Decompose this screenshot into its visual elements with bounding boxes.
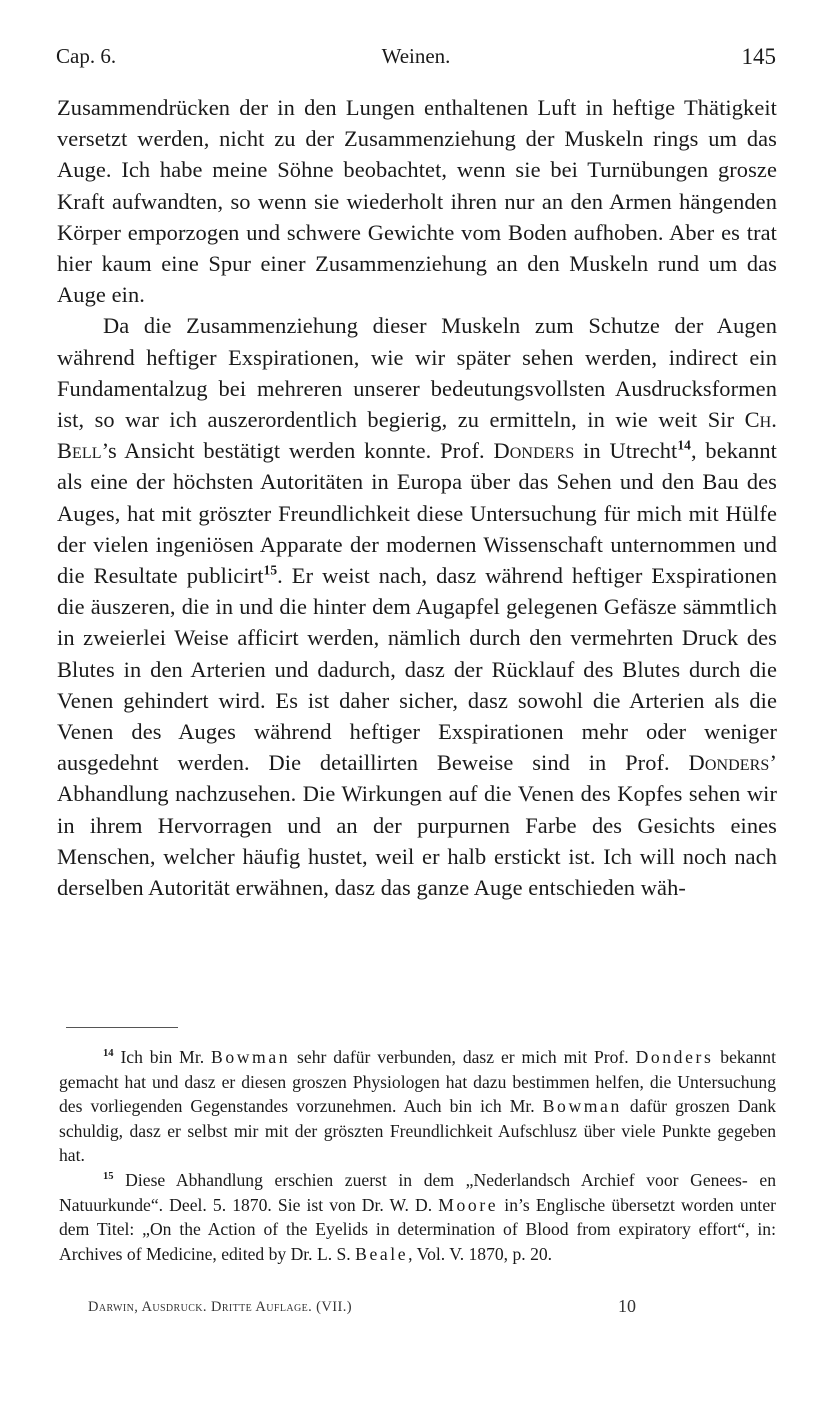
footnotes	[59, 1045, 776, 1266]
page-header	[56, 44, 776, 78]
footnote-14: $^{14}$ Ich bin Mr. Bowman sehr dafür verbunden, dasz er mich mit Prof. Donders bekannt gemacht hat und dasz er diesen groszen Physiologen hat dazu bestimmen helfen, die Untersuchung des vorliegenden Gegenstandes vorzunehmen. Auch bin ich Mr. Bowman dafür groszen Dank schuldig, dasz er selbst mir mit der gröszten Freundlichkeit Aufschlusz über viele Punkte gegeben hat.	[59, 1047, 776, 1166]
footnote-divider	[66, 1027, 178, 1028]
paragraph-2: Da die Zusammenziehung dieser Muskeln zum Schutze der Augen während heftiger Exspirationen, wie wir später sehen werden, indirect ein Fundamentalzug bei mehreren unserer bedeutungsvollsten Ausdrucksformen ist, so war ich auszerordentlich begierig, zu ermitteln, in wie weit Sir Ch. Bell’s Ansicht bestätigt werden konnte. Prof. Donders in Utrecht$^{14}$, bekannt als eine der höchsten Autoritäten in Europa über das Sehen und den Bau des Auges, hat mit gröszter Freundlichkeit diese Untersuchung für mich mit Hülfe der vielen ingeniösen Apparate der modernen Wissenschaft unternommen und die Resultate publicirt$^{15}$. Er weist nach, dasz während heftiger Exspirationen die äuszeren, die in und die hinter dem Augapfel gelegenen Gefäsze sämmtlich in zweierlei Weise afficirt werden, nämlich durch den vermehrten Druck des Blutes in den Arterien und dadurch, dasz der Rücklauf des Blutes durch die Venen gehindert wird. Es ist daher sicher, dasz sowohl die Arterien als die Venen des Auges während heftiger Exspirationen mehr oder weniger ausgedehnt werden. Die detaillirten Beweise sind in Prof. Donders’ Abhandlung nachzusehen. Die Wirkungen auf die Venen des Kopfes sehen wir in ihrem Hervorragen und an der purpurnen Farbe des Gesichts eines Menschen, welcher häufig hustet, weil er halb erstickt ist. Ich will noch nach derselben Autorität erwähnen, dasz das ganze Auge entschieden wäh-	[57, 313, 777, 901]
footnote-ref-15: 15	[263, 562, 278, 578]
signature-text: Darwin, Ausdruck. Dritte Auflage. (VII.)	[88, 1299, 352, 1315]
footnote-mark-15: 15	[103, 1171, 114, 1183]
running-title: Weinen.	[381, 44, 451, 68]
signature-number: 10	[618, 1296, 636, 1316]
footnote-mark-14: 14	[103, 1048, 114, 1060]
author-name-bell: Ch. Bell	[57, 407, 777, 464]
author-name-donders-2: Donders	[688, 750, 770, 776]
page-number: 145	[741, 44, 776, 69]
footnote-15: $^{15}$ Diese Abhandlung erschien zuerst in dem „Nederlandsch Archief voor Genees- en Natuurkunde“. Deel. 5. 1870. Sie ist von Dr. W. D. Moore in’s Englische übersetzt worden unter dem Titel: „On the Action of the Eyelids in determination of Blood from expiratory effort“, in: Archives of Medicine, edited by Dr. L. S. Beale, Vol. V. 1870, p. 20.	[59, 1169, 776, 1264]
chapter-label: Cap. 6.	[56, 44, 117, 68]
paragraph-1: Zusammendrücken der in den Lungen enthaltenen Luft in heftige Thätigkeit versetzt werden, nicht zu der Zusammenziehung der Muskeln rings um das Auge. Ich habe meine Söhne beobachtet, wenn sie bei Turnübungen grosze Kraft aufwandten, so wenn sie wiederholt ihren nur an den Armen hängenden Körper emporzogen und schwere Gewichte vom Boden aufhoben. Aber es trat hier kaum eine Spur einer Zusammenziehung an den Muskeln rund um das Auge ein.	[57, 95, 777, 308]
printer-signature	[88, 1298, 688, 1324]
body-text	[57, 92, 777, 903]
footnote-ref-14: 14	[677, 437, 691, 453]
author-name-donders: Donders	[493, 438, 575, 464]
